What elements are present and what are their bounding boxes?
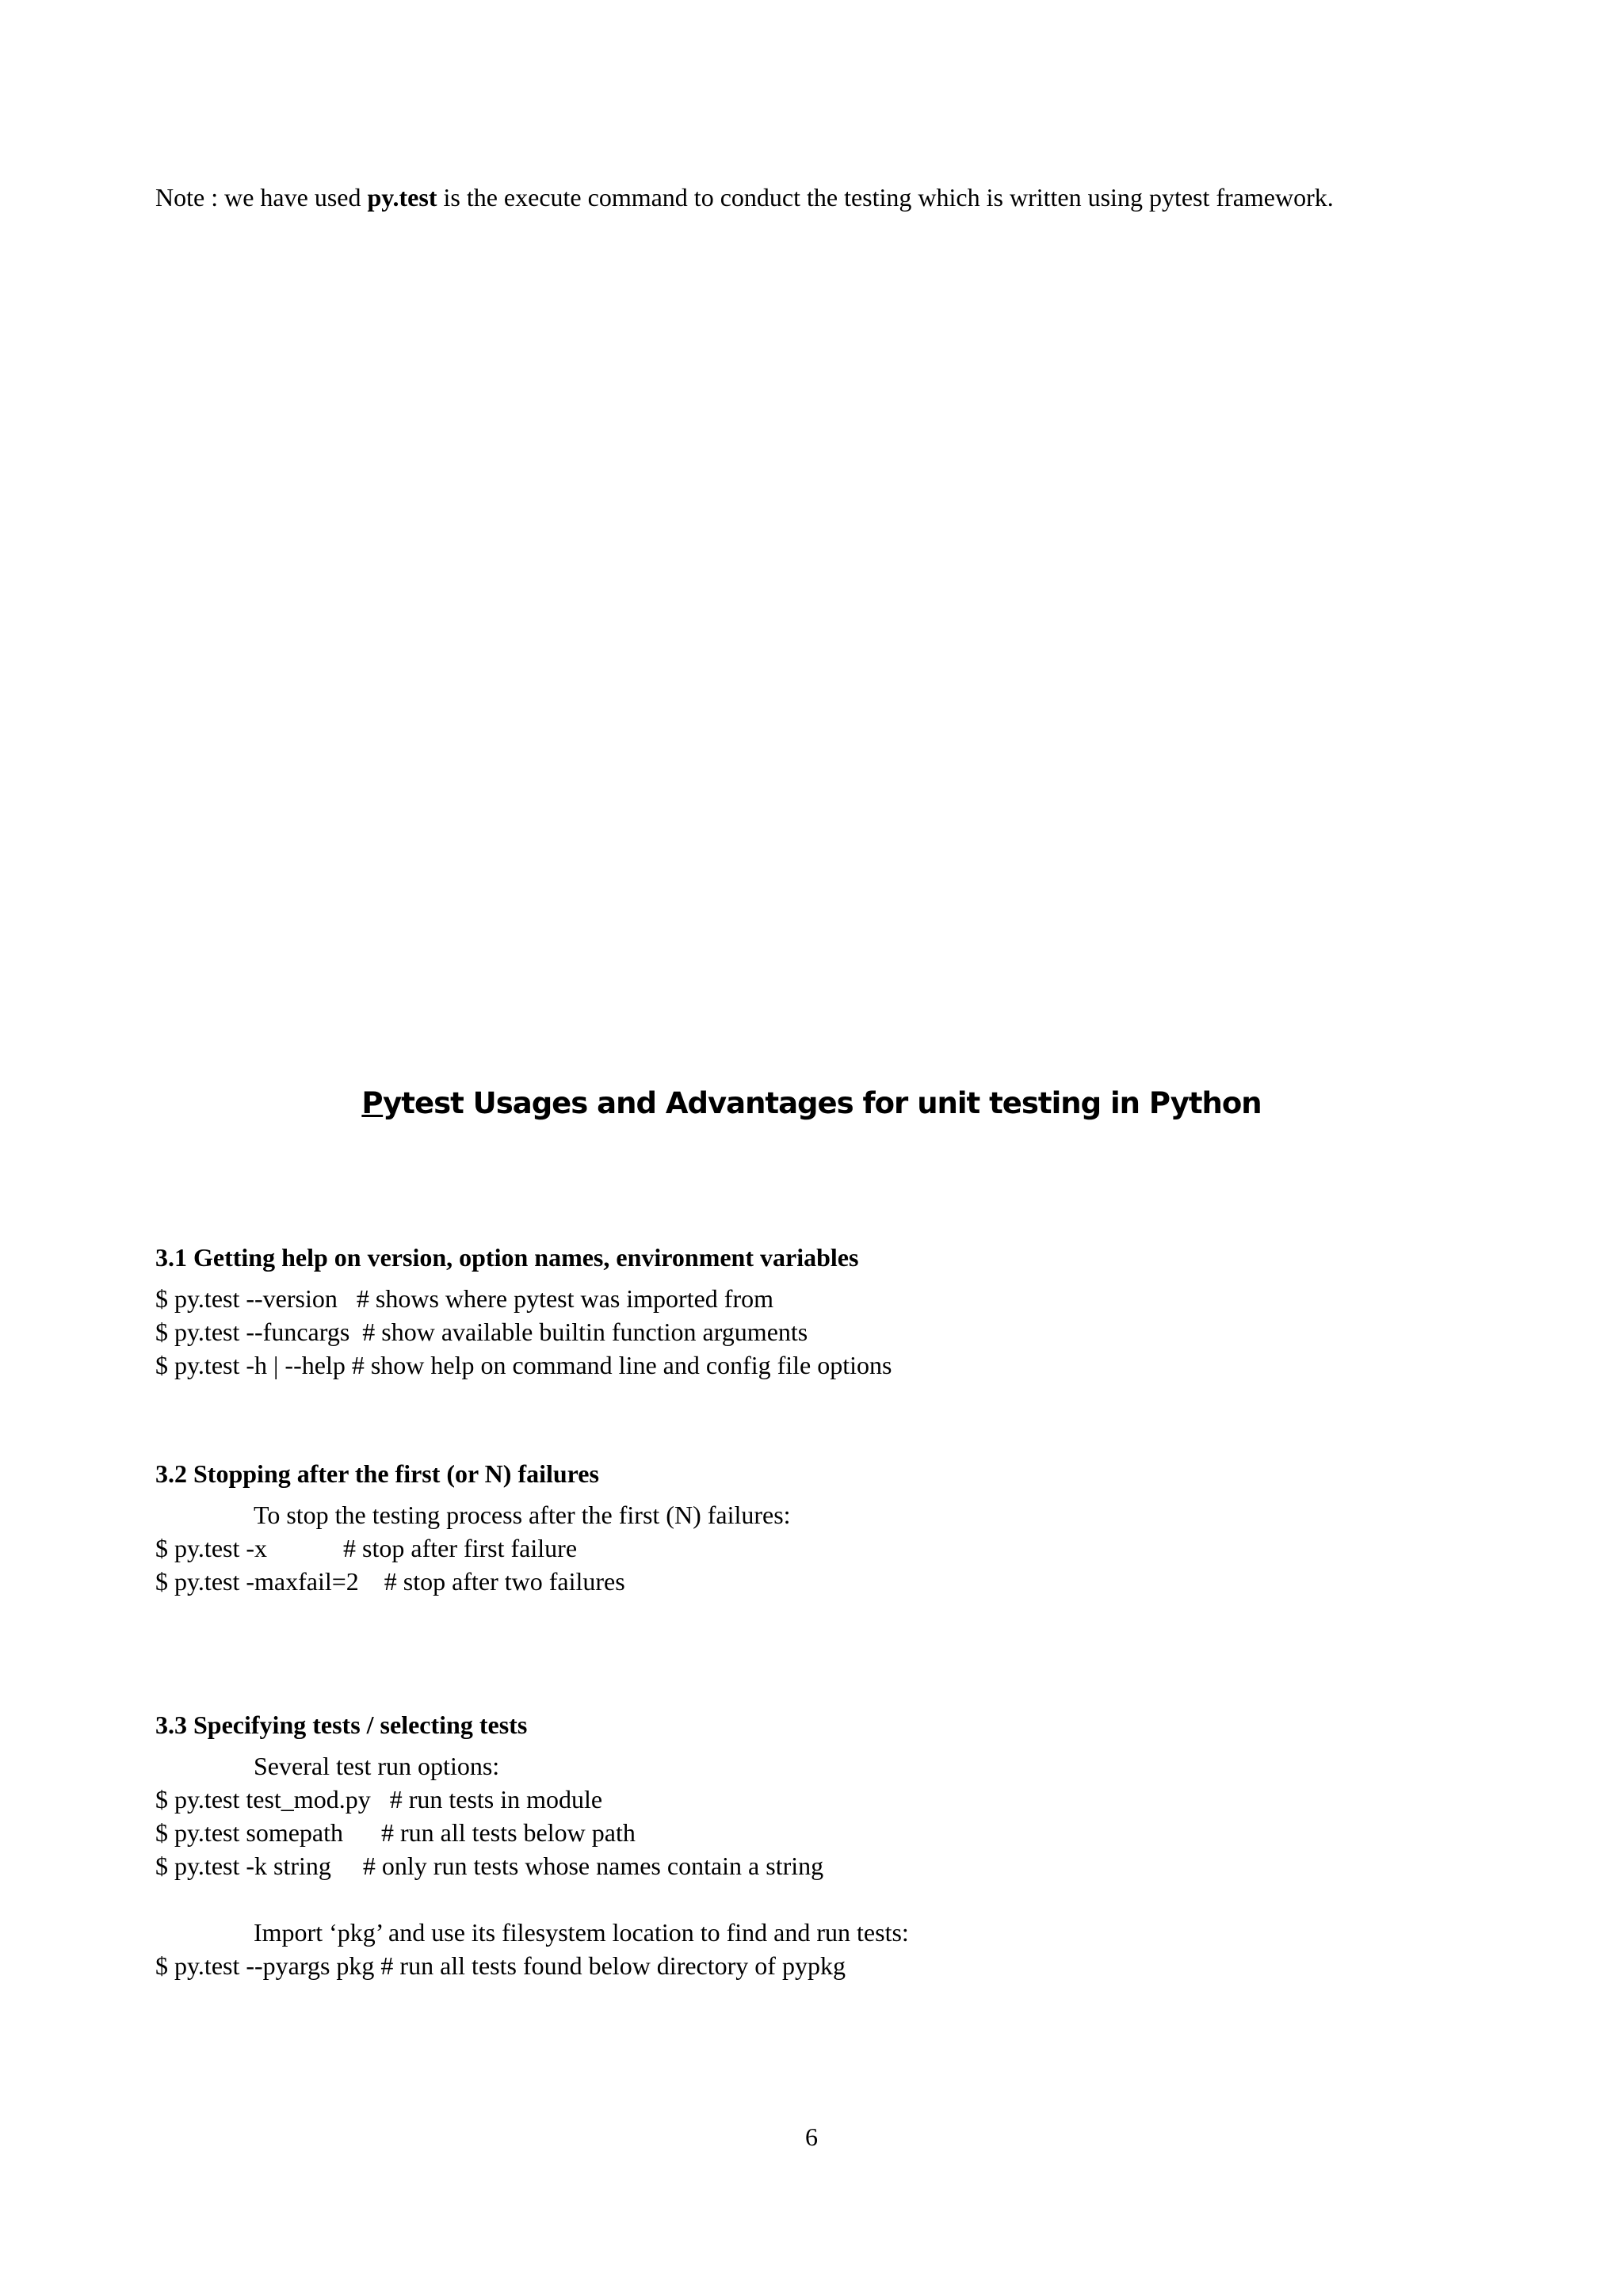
section-intro: Import ‘pkg’ and use its filesystem location to find and run tests: [254,1918,909,1947]
command-line: $ py.test -x # stop after first failure [155,1534,578,1562]
section-heading: 3.3 Specifying tests / selecting tests [155,1711,528,1739]
section-intro: Several test run options: [254,1752,500,1780]
title-rest: ytest Usages and Advantages for unit testing in Python [383,1086,1262,1120]
command-line: $ py.test -maxfail=2 # stop after two failures [155,1567,625,1596]
command-line: $ py.test --funcargs # show available builtin function arguments [155,1318,808,1346]
note-suffix: is the execute command to conduct the testing which is written using pytest framework. [437,183,1334,212]
paragraph-gap [155,1882,1503,1916]
command-line: $ py.test somepath # run all tests below path [155,1818,636,1847]
section-selecting-tests [155,1708,1503,1982]
command-line: $ py.test -h | --help # show help on command line and config file options [155,1351,892,1379]
page-number: 6 [805,2122,818,2151]
command-line: $ py.test -k string # only run tests whose names contain a string [155,1852,824,1880]
note-paragraph [155,181,1334,214]
note-command: py.test [367,183,437,212]
section-intro: To stop the testing process after the first (N) failures: [254,1501,791,1529]
command-line: $ py.test --pyargs pkg # run all tests found below directory of pypkg [155,1951,846,1980]
command-line: $ py.test test_mod.py # run tests in module [155,1785,603,1814]
note-prefix: Note : we have used [155,183,368,212]
section-stopping-failures [155,1457,1503,1598]
command-line: $ py.test --version # shows where pytest was imported from [155,1284,773,1313]
title-first-letter: P [361,1086,384,1120]
section-heading: 3.2 Stopping after the first (or N) failures [155,1459,599,1488]
section-getting-help [155,1241,1503,1382]
document-title [0,1084,1623,1123]
section-heading: 3.1 Getting help on version, option names, environment variables [155,1243,859,1272]
